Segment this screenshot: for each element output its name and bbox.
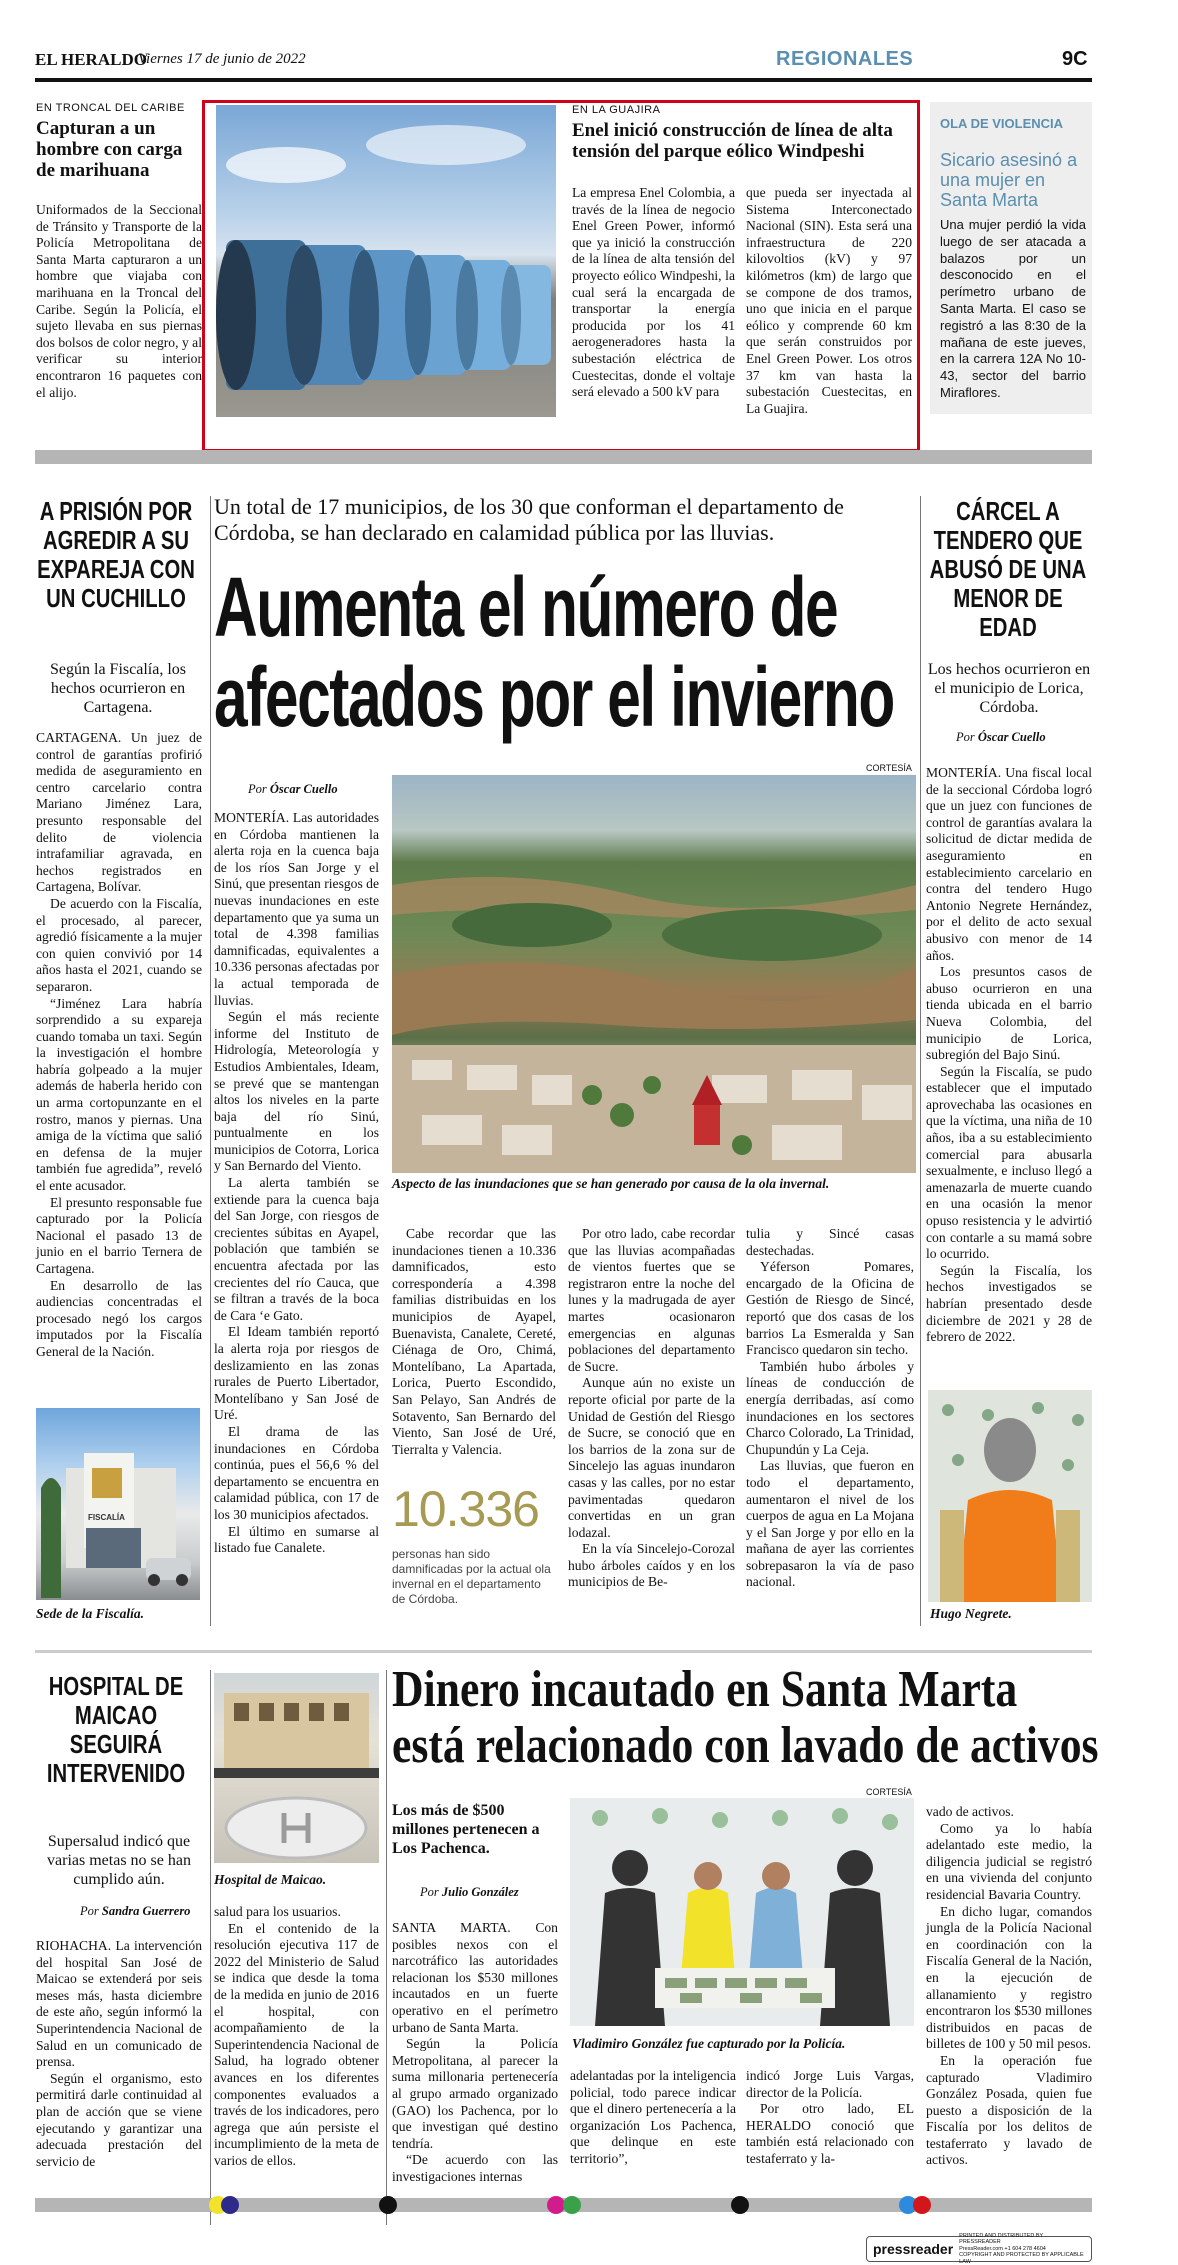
maicao-headline: HOSPITAL DE MAICAO SEGUIRÁ INTERVENIDO [46,1671,186,1788]
left-subhead: Según la Fiscalía, los hechos ocurrieron en Cartagena. [50,661,186,716]
brief-left-body: Uniformados de la Seccional de Tránsito y Transporte de la Policía Metropolitana de Santa Marta capturaron a un hombre que viajaba con marihuana en la Troncal del Caribe. Según la Policía, el sujeto llevaba en sus piernas dos bolsos de color negro, y al verificar su interior encontraron 16 paquetes con el alijo. [36,202,202,400]
right-col-rule [920,496,921,1626]
top-divider-bar [35,450,1092,464]
maicao-byline: Por Sandra Guerrero [80,1904,191,1918]
stat-number: 10.336 [392,1481,539,1537]
maicao-col-rule [210,1670,211,2225]
pressreader-line1: PRINTED AND DISTRIBUTED BY PRESSREADER [959,2232,1044,2246]
cable-reels-photo [216,105,556,417]
registration-mark [379,2196,397,2214]
left-headline: A PRISIÓN POR AGREDIR A SU EXPAREJA CON UN CUCHILLO [37,496,195,613]
main-headline: Aumenta el número de afectados por el invierno [214,560,894,744]
flood-photo [392,775,916,1173]
maicao-subhead: Supersalud indicó que varias metas no se han cumplido aún. [47,1833,191,1888]
brief-mid-kicker: EN LA GUAJIRA [572,104,661,116]
negrete-caption: Hugo Negrete. [930,1606,1012,1621]
brief-right-kicker: OLA DE VIOLENCIA [940,116,1064,131]
brief-left-kicker: EN TRONCAL DEL CARIBE [36,102,185,114]
left-body: CARTAGENA. Un juez de control de garantías profirió medida de aseguramiento en centro carcelario contra Mariano Jiménez Lara, presunto responsable del delito de violencia intrafamiliar agravada, en hechos registrados en Cartagena, Bolívar. De acuerdo con la Fiscalía, el procesado, al parecer, agredió físicamente a la mujer con quien convivió por 14 años hasta el 2021, cuando se separaron. “Jiménez Lara habría sorprendido a su expareja cuando tomaba un taxi. Según la investigación el hombre habría golpeado a la mujer además de haberla herido con un arma cortopunzante en el rostro, manos y piernas. Una amiga de la víctima que salió en defensa de la mujer también fue agredida”, reveló el ente acusador. El presunto responsable fue capturado por la Policía Nacional el pasado 13 de junio en el barrio Ternera de Cartagena. En desarrollo de las audiencias concentradas el procesado negó los cargos imputados por la Fiscalía General de la Nación. [36,730,202,1359]
capture-caption: Vladimiro González fue capturado por la Policía. [572,2036,846,2051]
masthead-date: Viernes 17 de junio de 2022 [138,51,306,67]
registration-mark [563,2196,581,2214]
brief-mid-col1: La empresa Enel Colombia, a través de la línea de negocio Enel Green Power, informó que ya inició la construcción de la línea de alta tensión del proyecto eólico Windpeshi, la cual será la encargada de transportar la energía producida por los 41 aerogeneradores hasta la subestación eléctrica de Cuestecitas, donde el voltaje será elevado a 500 kV para [572,185,735,400]
main-col3: Por otro lado, cabe recordar que las lluvias acompañadas de vientos fuertes que se registraron entre la noche del lunes y la madrugada de ayer martes ocasionaron emergencias en algunas poblaciones del departamento de Sucre. Aunque aún no existe un reporte oficial por parte de la Unidad de Gestión del Riesgo de Sucre, se conoció que en los barrios de la zona sur de Sincelejo las aguas inundaron casas y las calles, por no estar pavimentadas quedaron convertidas en un gran lodazal. En la vía Sincelejo-Corozal hubo árboles caídos y en los municipios de Be- [568,1226,735,1590]
right-byline: Por Óscar Cuello [956,730,1046,744]
color-registration-bar [35,2198,1092,2212]
page-number: 9C [1062,48,1088,70]
maicao-col2: salud para los usuarios. En el contenido de la resolución ejecutiva 117 de 2022 del Ministerio de Salud se indica que desde la toma de la medida en junio de 2016 el hospital, con acompañamiento de la Superintendencia Nacional de Salud, ha logrado obtener avances en los diferentes componentes evaluados a través de los indicadores, pero agrega que aún persiste el incumplimiento de la meta de varios de ellos. [214,1904,379,2168]
pressreader-line2: PressReader.com +1 604 278 4604 [959,2245,1046,2252]
negrete-photo [928,1390,1092,1602]
dinero-col4: vado de activos. Como ya lo había adelantado este medio, la diligencia judicial se registró en una vivienda del conjunto residencial Bavaria Country. En dicho lugar, comandos jungla de la Policía Nacional en coordinación con la Fiscalía General de la Nación, en la ejecución de allanamiento y registro encontraron los $530 millones distribuidos en pacas de billetes de 100 y 50 mil pesos. En la operación fue capturado Vladimiro González Posada, quien fue puesto a disposición de la Fiscalía por los delitos de testaferrato y lavado de activos. [926,1804,1092,2168]
pressreader-line3: COPYRIGHT AND PROTECTED BY APPLICABLE LAW [959,2252,1084,2265]
right-subhead: Los hechos ocurrieron en el municipio de Lorica, Córdoba. [927,661,1091,716]
left-col-rule [210,496,211,1626]
bottom-divider [35,1650,1092,1653]
masthead-paper: EL HERALDO [35,50,147,69]
main-deck: Un total de 17 municipios, de los 30 que conforman el departamento de Córdoba, se han declarado en calamidad pública por las lluvias. [214,494,844,545]
brief-right-body: Una mujer perdió la vida luego de ser atacada a balazos por un desconocido en el perímetro urbano de Santa Marta. El caso se registró a las 8:30 de la mañana de este jueves, en la carrera 12A No 10-43, sector del barrio Miraflores. [940,217,1086,400]
capture-photo [570,1798,914,2026]
fiscalia-photo [36,1408,200,1600]
pressreader-logo: pressreader [873,2241,954,2257]
brief-left-headline: Capturan a un hombre con carga de marihuana [36,118,183,181]
main-col1: MONTERÍA. Las autoridades en Córdoba mantienen la alerta roja en la cuenca baja de los ríos San Jorge y el Sinú, que presentan riesgos de nuevas inundaciones en este departamento que ya suma un total de 4.398 familias damnificadas, equivalentes a 10.336 personas afectadas por la actual temporada de lluvias. Según el más reciente informe del Instituto de Hidrología, Meteorología y Estudios Ambientales, Ideam, se prevé que se mantengan altos los niveles en la parte baja del río Sinú, puntualmente en los municipios de Cotorra, Lorica y San Bernardo del Viento. La alerta también se extiende para la cuenca baja del San Jorge, con riesgos de crecientes súbitas en Ayapel, población que también se encuentra afectada por las crecientes del río Cauca, que se filtran a través de la boca de Cara ‘e Gato. El Ideam también reportó la alerta roja por riesgos de deslizamiento en las zonas rurales de Puerto Libertador, Montelíbano y San José de Uré. El drama de las inundaciones en Córdoba continúa, pues el 56,6 % del departamento se encuentra en calamidad pública, con 17 de los 30 municipios afectados. El último en sumarse al listado fue Canalete. [214,810,379,1556]
dinero-col3: indicó Jorge Luis Vargas, director de la Policía. Por otro lado, EL HERALDO conoció que también está relacionado con testaferrato y la- [746,2068,914,2166]
dinero-col1: SANTA MARTA. Con posibles nexos con el narcotráfico las autoridades relacionan los $530 millones incautados en un fuerte operativo en el perímetro urbano de Santa Marta. Según la Policía Metropolitana, al parecer la suma millonaria pertenecería al grupo armado organizado (GAO) los Pachenca, por lo que investigan qué destino tendría. “De acuerdo con las investigaciones internas [392,1920,558,2184]
dinero-subhead: Los más de $500 millones pertenecen a Los Pachenca. [392,1802,540,1857]
registration-mark [913,2196,931,2214]
brief-mid-headline: Enel inició construcción de línea de alta tensión del parque eólico Windpeshi [572,120,893,162]
dinero-col-rule [386,1670,387,2225]
dinero-headline: Dinero incautado en Santa Marta está relacionado con lavado de activos [392,1661,1099,1774]
dinero-col2: adelantadas por la inteligencia policial, todo parece indicar que el dinero pertenecería a la organización Los Pachenca, que delinque en este territorio”, [570,2068,736,2166]
brief-mid-col2: que pueda ser inyectada al Sistema Interconectado Nacional (SIN). Esta será una infraestructura de 220 kilovoltios (kV) y 97 kilómetros (km) de largo que se compone de dos tramos, uno que inicia en el parque eólico y comprende 60 km que serán construidos por Enel Green Power. Los otros 37 km van hasta la subestación Cuestecitas, en La Guajira. [746,185,912,416]
fiscalia-caption: Sede de la Fiscalía. [36,1606,144,1621]
right-headline: CÁRCEL A TENDERO QUE ABUSÓ DE UNA MENOR DE EDAD [929,496,1087,642]
main-col4: tulia y Sincé casas destechadas. Yéferson Pomares, encargado de la Oficina de Gestión de Riesgo de Sincé, reportó que dos casas de los barrios La Esmeralda y San Francisco quedaron sin techo. También hubo árboles y líneas de conducción de energía derribadas, así como inundaciones en los sectores Charco Colorado, La Trinidad, Chupundún y La Ceja. Las lluvias, que fueron en todo el departamento, aumentaron el nivel de los cuerpos de agua en La Mojana y el San Jorge y por ello en la mañana de ayer las corrientes sobrepasaron la vía de paso nacional. [746,1226,914,1590]
flood-caption: Aspecto de las inundaciones que se han generado por causa de la ola invernal. [392,1176,830,1191]
main-col2: Cabe recordar que las inundaciones tienen a 10.336 damnificados, esto correspondería a 4.398 familias distribuidas en los municipios de Ayapel, Buenavista, Canalete, Cereté, Ciénaga de Oro, Chimá, Montelíbano, La Apartada, Lorica, Puerto Escondido, San Pelayo, San Andrés de Sotavento, San Bernardo del Viento, San José de Uré, Tierralta y Valencia. [392,1226,556,1457]
right-body: MONTERÍA. Una fiscal local de la seccional Córdoba logró que un juez con funciones de control de garantías avalara la solicitud de dictar medida de aseguramiento en establecimiento carcelario en contra del tendero Hugo Antonio Negrete Hernández, por el delito de acto sexual abusivo con menor de 14 años. Los presuntos casos de abuso ocurrieron en una tienda ubicada en el barrio Nueva Colombia, del municipio de Lorica, subregión del Bajo Sinú. Según la Fiscalía, se pudo establecer que el imputado aprovechaba las ocasiones en que la víctima, una niña de 10 años, iba a su establecimiento comercial para abusarla sexualmente, e incluso llegó a amenazarla de muerte cuando en una ocasión la menor opuso resistencia y le advirtió con contarle a su mamá sobre lo ocurrido. Según la Fiscalía, los hechos investigados se habrían presentado desde diciembre de 2021 y 28 de febrero de 2022. [926,765,1092,1345]
maicao-photo [214,1673,379,1863]
fiscalia-sign: FISCALÍA [88,1513,125,1522]
registration-mark [221,2196,239,2214]
brief-right-headline: Sicario asesinó a una mujer en Santa Marta [940,150,1078,210]
maicao-body: RIOHACHA. La intervención del hospital San José de Maicao se extenderá por seis meses más, hasta diciembre de este año, según informó la Superintendencia Nacional de Salud en un comunicado de prensa. Según el organismo, esto permitirá darle continuidad al plan de acción que se viene ejecutando y garantizar una adecuada prestación del servicio de [36,1938,202,2169]
dinero-photo-credit: CORTESÍA [866,1787,912,1797]
dinero-byline: Por Julio González [420,1885,519,1899]
stat-text: personas han sido damnificadas por la actual ola invernal en el departamento de Córdoba. [392,1547,551,1606]
pressreader-badge[interactable] [866,2232,1092,2265]
maicao-caption: Hospital de Maicao. [214,1872,327,1887]
main-byline: Por Óscar Cuello [248,782,338,796]
header-rule [35,78,1092,82]
main-photo-credit: CORTESÍA [866,763,912,773]
registration-mark [731,2196,749,2214]
section-name: REGIONALES [776,48,914,70]
